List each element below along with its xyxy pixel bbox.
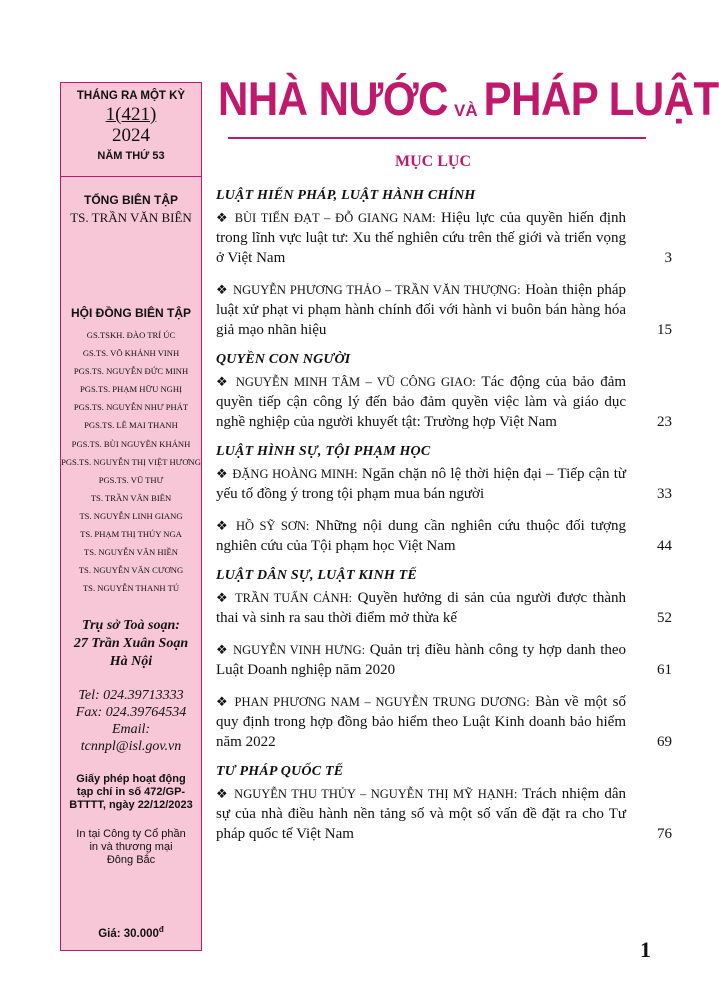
toc-page-number: 3 <box>664 250 672 266</box>
editor-in-chief-label: TỔNG BIÊN TẬP <box>83 193 178 207</box>
board-member: PGS.TS. VŨ THƯ <box>98 474 164 485</box>
toc-page-number: 33 <box>657 486 672 502</box>
bullet-icon: ❖ <box>216 518 230 533</box>
board-member: GS.TSKH. ĐÀO TRÍ ÚC <box>86 330 176 340</box>
price-unit: đ <box>158 925 164 935</box>
masthead-part2: PHÁP LUẬT <box>483 72 719 125</box>
toc-page-number: 61 <box>657 662 672 678</box>
board-member: PGS.TS. NGUYỄN ĐỨC MINH <box>73 366 189 377</box>
bullet-icon: ❖ <box>216 590 230 605</box>
page-number: 1 <box>640 937 651 962</box>
printer-line: Đông Bắc <box>106 854 156 867</box>
toc-authors: TRẦN TUẤN CẢNH: <box>234 591 353 605</box>
toc-article-title: Tác động của bảo đảm quyền tiếp cận công lý đến bảo đảm quyền việc làm và giáo dục nghề nghiệp của người khuyết tật: Trường hợp Việt Nam <box>216 374 627 430</box>
toc-page-number: 15 <box>657 322 672 338</box>
toc-spacer <box>216 680 660 692</box>
masthead-conjunction: VÀ <box>454 101 478 120</box>
toc-authors: PHAN PHƯƠNG NAM – NGUYỄN TRUNG DƯƠNG: <box>234 695 530 709</box>
table-of-contents <box>216 188 672 856</box>
toc-category: LUẬT DÂN SỰ, LUẬT KINH TẾ <box>216 568 417 583</box>
editorial-board-list <box>61 326 201 597</box>
toc-page-number: 76 <box>657 826 672 842</box>
toc-article-title: Những nội dung cần nghiên cứu thuộc đối tượng nghiên cứu của Tội phạm học Việt Nam <box>216 518 627 554</box>
sidebar-body <box>61 193 201 867</box>
board-member: PGS.TS. NGUYỄN THỊ VIỆT HƯƠNG <box>61 456 201 467</box>
permit-line: Giấy phép hoạt động <box>76 773 186 786</box>
bullet-icon: ❖ <box>216 642 229 657</box>
toc-entry <box>216 640 672 680</box>
toc-entry <box>216 280 672 340</box>
journal-info-sidebar <box>60 82 202 951</box>
toc-entry <box>216 516 672 556</box>
office-line: Trụ sở Toà soạn: <box>82 618 180 634</box>
toc-article-title: Trách nhiệm dân sự của nhà điều hành nền tảng số và một số vấn đề đặt ra cho Tư pháp quốc tế Việt Nam <box>216 786 627 842</box>
bullet-icon: ❖ <box>216 694 230 709</box>
toc-entry <box>216 692 672 752</box>
toc-article-title: Quản trị điều hành công ty hợp danh theo Luật Doanh nghiệp năm 2020 <box>216 642 627 678</box>
board-member: TS. PHẠM THỊ THÚY NGA <box>80 529 182 540</box>
board-member: TS. NGUYỄN LINH GIANG <box>79 510 183 521</box>
masthead-rule <box>228 137 646 139</box>
toc-article-title: Ngăn chặn nô lệ thời hiện đại – Tiếp cận từ yếu tố đồng ý trong tội phạm mua bán người <box>216 466 627 502</box>
bullet-icon: ❖ <box>216 786 230 801</box>
printer-line: in và thương mại <box>89 841 173 854</box>
board-member: TS. NGUYỄN THANH TÚ <box>82 583 180 594</box>
issue-number: 1(421) <box>105 104 157 125</box>
board-member: PGS.TS. BÙI NGUYÊN KHÁNH <box>71 438 191 449</box>
contact-line: Tel: 024.39713333 <box>78 688 184 704</box>
toc-spacer <box>216 844 660 856</box>
bullet-icon: ❖ <box>216 282 229 297</box>
toc-authors: NGUYỄN MINH TÂM – VŨ CÔNG GIAO: <box>235 375 476 389</box>
contact-line: tcnnpl@isl.gov.vn <box>80 739 182 755</box>
toc-authors: NGUYỄN THU THỦY – NGUYỄN THỊ MỸ HẠNH: <box>234 787 518 801</box>
toc-title: MỤC LỤC <box>395 153 471 170</box>
toc-category: QUYỀN CON NGƯỜI <box>216 352 351 367</box>
toc-authors: HỒ SỸ SƠN: <box>236 519 310 533</box>
toc-entry <box>216 464 672 504</box>
toc-authors: NGUYỄN VINH HƯNG: <box>233 643 366 657</box>
toc-spacer <box>216 340 660 352</box>
toc-article-title: Quyền hưởng di sản của người được thành thai và sinh ra sau thời điểm mở thừa kế <box>216 590 627 626</box>
masthead-part1: NHÀ NƯỚC <box>218 72 448 125</box>
board-member: TS. NGUYỄN VĂN CƯƠNG <box>78 565 184 576</box>
board-member: GS.TS. VÕ KHÁNH VINH <box>82 348 180 359</box>
bullet-icon: ❖ <box>216 466 229 481</box>
price <box>61 925 201 940</box>
editor-in-chief-name: TS. TRẦN VĂN BIÊN <box>70 210 192 225</box>
board-member: TS. NGUYỄN VĂN HIỀN <box>84 547 178 558</box>
toc-spacer <box>216 628 660 640</box>
issue-info <box>61 83 201 177</box>
toc-authors: NGUYỄN PHƯƠNG THẢO – TRẦN VĂN THƯỢNG: <box>233 283 521 297</box>
toc-authors: ĐẶNG HOÀNG MINH: <box>232 467 358 481</box>
contact-info <box>61 687 201 755</box>
publishing-permit <box>61 773 201 812</box>
contact-line: Fax: 024.39764534 <box>75 705 187 721</box>
office-address <box>61 617 201 671</box>
permit-line: tạp chí in số 472/GP- <box>76 786 186 799</box>
journal-masthead <box>218 72 719 132</box>
office-line: Hà Nội <box>109 654 153 670</box>
office-line: 27 Trần Xuân Soạn <box>73 636 189 652</box>
contact-line: Email: <box>111 722 151 738</box>
toc-category: LUẬT HIẾN PHÁP, LUẬT HÀNH CHÍNH <box>216 188 476 203</box>
toc-entry <box>216 372 672 432</box>
board-member: PGS.TS. NGUYỄN NHƯ PHÁT <box>73 402 189 413</box>
toc-article-title: Hoàn thiện pháp luật xử phạt vi phạm hành chính đối với hành vi buôn bán hàng hóa giả mạo nhãn hiệu <box>216 282 627 338</box>
toc-entry <box>216 208 672 268</box>
issue-year: 2024 <box>112 125 150 146</box>
toc-article-title: Bàn về một số quy định trong hợp đồng bảo hiểm theo Luật Kinh doanh bảo hiểm năm 2022 <box>216 694 626 750</box>
toc-spacer <box>216 556 660 568</box>
bullet-icon: ❖ <box>216 210 230 225</box>
permit-line: BTTTT, ngày 22/12/2023 <box>69 799 193 812</box>
toc-category: LUẬT HÌNH SỰ, TỘI PHẠM HỌC <box>216 444 431 459</box>
toc-category: TƯ PHÁP QUỐC TẾ <box>216 764 344 779</box>
board-member: TS. TRẦN VĂN BIÊN <box>90 492 172 503</box>
toc-spacer <box>216 504 660 516</box>
bullet-icon: ❖ <box>216 374 230 389</box>
toc-page-number: 44 <box>657 538 672 554</box>
toc-authors: BÙI TIẾN ĐẠT – ĐỖ GIANG NAM: <box>234 211 436 225</box>
toc-spacer <box>216 752 660 764</box>
issue-volume: NĂM THỨ 53 <box>97 150 165 162</box>
printer-info <box>61 828 201 867</box>
toc-article-title: Hiệu lực của quyền hiến định trong lĩnh vực luật tư: Xu thế nghiên cứu trên thế giới và triển vọng ở Việt Nam <box>216 210 627 266</box>
price-value: Giá: 30.000 <box>98 928 159 940</box>
board-member: PGS.TS. LÊ MAI THANH <box>84 420 178 431</box>
toc-entry <box>216 588 672 628</box>
toc-spacer <box>216 432 660 444</box>
printer-line: In tại Công ty Cổ phần <box>76 828 186 841</box>
toc-page-number: 69 <box>657 734 672 750</box>
toc-entry <box>216 784 672 844</box>
toc-page-number: 23 <box>657 414 672 430</box>
board-member: PGS.TS. PHẠM HỮU NGHỊ <box>80 384 182 395</box>
editorial-board-label: HỘI ĐỒNG BIÊN TẬP <box>70 306 191 320</box>
toc-page-number: 52 <box>657 610 672 626</box>
issue-frequency: THÁNG RA MỘT KỲ <box>76 90 186 102</box>
toc-spacer <box>216 268 660 280</box>
